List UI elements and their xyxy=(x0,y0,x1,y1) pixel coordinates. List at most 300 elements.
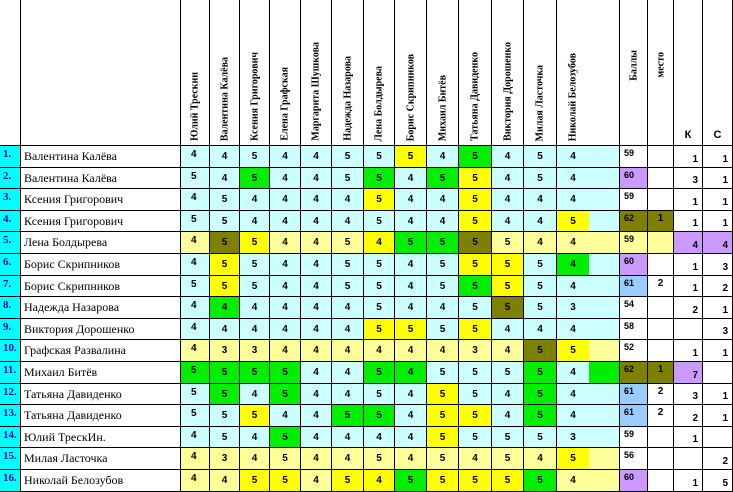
grade-cell[interactable] xyxy=(492,211,524,232)
cell-text: 4 xyxy=(407,453,414,464)
grade-cell[interactable] xyxy=(557,340,590,362)
row-gap xyxy=(589,405,620,427)
grade-cell[interactable] xyxy=(301,276,332,297)
grade-cell[interactable] xyxy=(301,232,332,254)
grade-cell[interactable] xyxy=(181,211,210,232)
k-cell xyxy=(674,168,703,189)
grade-cell[interactable] xyxy=(210,362,240,384)
grade-cell[interactable] xyxy=(492,146,524,168)
grade-cell[interactable] xyxy=(210,189,240,211)
grade-cell[interactable] xyxy=(459,232,492,254)
cell-text: 5 xyxy=(537,345,543,356)
grade-cell[interactable] xyxy=(181,362,210,384)
grade-cell[interactable] xyxy=(240,384,270,405)
grade-cell[interactable] xyxy=(427,470,459,492)
cell-text: 4 xyxy=(313,194,319,205)
grade-cell[interactable] xyxy=(364,168,395,189)
grade-cell[interactable] xyxy=(301,362,332,384)
student-name[interactable] xyxy=(21,189,181,211)
grade-cell[interactable] xyxy=(395,232,427,254)
grade-cell[interactable] xyxy=(364,276,395,297)
grade-cell[interactable] xyxy=(524,319,557,340)
grade-cell[interactable] xyxy=(364,211,395,232)
grade-cell[interactable] xyxy=(181,146,210,168)
header-col-label: Лена Болдырева xyxy=(373,65,385,141)
cell-text: 4 xyxy=(313,259,319,270)
grade-cell[interactable] xyxy=(301,470,332,492)
cell-text: 5 xyxy=(407,475,414,486)
header-col-1 xyxy=(181,0,210,146)
grade-cell[interactable] xyxy=(459,384,492,405)
s-cell xyxy=(703,146,733,168)
grade-cell[interactable] xyxy=(301,297,332,319)
cell-text: 62 xyxy=(624,213,635,223)
grade-cell[interactable] xyxy=(240,470,270,492)
grade-cell[interactable] xyxy=(395,340,427,362)
cell-text: 5 xyxy=(439,280,446,292)
cell-text: 5 xyxy=(472,323,478,335)
grade-cell[interactable] xyxy=(557,146,590,168)
grade-cell[interactable] xyxy=(492,297,524,319)
grade-cell[interactable] xyxy=(210,297,240,319)
grade-cell[interactable] xyxy=(364,362,395,384)
grade-cell[interactable] xyxy=(240,319,270,340)
cell-text: 4 xyxy=(537,237,543,248)
cell-text: 5 xyxy=(376,172,382,184)
grade-cell[interactable] xyxy=(557,405,590,427)
grade-cell[interactable] xyxy=(395,319,427,340)
grade-cell[interactable] xyxy=(557,168,590,189)
grade-cell[interactable] xyxy=(524,232,557,254)
cell-text: 5 xyxy=(251,367,258,378)
grade-cell[interactable] xyxy=(427,384,459,405)
grade-cell[interactable] xyxy=(395,362,427,384)
cell-text: 4 xyxy=(407,410,414,421)
grade-cell[interactable] xyxy=(332,470,364,492)
grade-cell[interactable] xyxy=(395,168,427,189)
cell-text: 1 xyxy=(692,348,698,359)
grade-cell[interactable] xyxy=(427,427,459,448)
cell-text: 4 xyxy=(504,172,511,184)
grade-cell[interactable] xyxy=(427,362,459,384)
cell-text: 5 xyxy=(376,280,382,292)
grade-cell[interactable] xyxy=(240,168,270,189)
grade-cell[interactable] xyxy=(210,211,240,232)
grade-cell[interactable] xyxy=(240,232,270,254)
grade-cell[interactable] xyxy=(524,470,557,492)
cell-text: 4 xyxy=(313,172,319,184)
grade-cell[interactable] xyxy=(181,470,210,492)
grade-cell[interactable] xyxy=(427,276,459,297)
cell-text: 4 xyxy=(504,194,511,205)
cell-text: 2 xyxy=(722,456,728,467)
cell-text: 5 xyxy=(472,431,478,443)
grade-cell[interactable] xyxy=(210,254,240,276)
grade-cell[interactable] xyxy=(210,232,240,254)
k-cell xyxy=(674,405,703,427)
grade-cell[interactable] xyxy=(332,340,364,362)
grade-cell[interactable] xyxy=(395,384,427,405)
cell-text: 5 xyxy=(537,302,543,313)
grade-cell[interactable] xyxy=(524,405,557,427)
grade-cell[interactable] xyxy=(270,276,301,297)
cell-text: 4 xyxy=(282,151,288,162)
grade-cell[interactable] xyxy=(270,340,301,362)
grade-cell[interactable] xyxy=(270,427,301,448)
k-cell xyxy=(674,254,703,276)
grade-cell[interactable] xyxy=(459,470,492,492)
grade-cell[interactable] xyxy=(364,405,395,427)
grade-cell[interactable] xyxy=(210,384,240,405)
cell-text: 1 xyxy=(657,213,664,224)
grade-cell[interactable] xyxy=(364,146,395,168)
grade-cell[interactable] xyxy=(492,448,524,470)
grade-cell[interactable] xyxy=(557,448,590,470)
grade-cell[interactable] xyxy=(240,405,270,427)
row-gap xyxy=(589,276,620,297)
grade-cell[interactable] xyxy=(459,254,492,276)
grade-cell[interactable] xyxy=(427,232,459,254)
cell-text: Ксения Григорович xyxy=(24,192,124,206)
grade-cell[interactable] xyxy=(181,232,210,254)
grade-cell[interactable] xyxy=(557,189,590,211)
grade-cell[interactable] xyxy=(524,146,557,168)
grade-cell[interactable] xyxy=(301,405,332,427)
grade-cell[interactable] xyxy=(332,232,364,254)
grade-cell[interactable] xyxy=(557,297,590,319)
cell-text: 59 xyxy=(624,429,635,439)
student-name[interactable] xyxy=(21,254,181,276)
grade-cell[interactable] xyxy=(332,254,364,276)
grade-cell[interactable] xyxy=(240,448,270,470)
grade-cell[interactable] xyxy=(270,254,301,276)
cell-text: 4 xyxy=(191,257,197,268)
grade-cell[interactable] xyxy=(364,189,395,211)
grade-cell[interactable] xyxy=(524,189,557,211)
grade-cell[interactable] xyxy=(210,427,240,448)
cell-text: 5 xyxy=(376,453,382,464)
grade-cell[interactable] xyxy=(332,211,364,232)
grade-cell[interactable] xyxy=(301,146,332,168)
grade-cell[interactable] xyxy=(427,319,459,340)
grade-cell[interactable] xyxy=(364,254,395,276)
grade-cell[interactable] xyxy=(492,470,524,492)
cell-text: Валентина Калёва xyxy=(24,170,118,185)
grade-cell[interactable] xyxy=(210,470,240,492)
grade-cell[interactable] xyxy=(492,362,524,384)
grade-cell[interactable] xyxy=(557,254,590,276)
row-gap xyxy=(589,168,620,189)
grade-cell[interactable] xyxy=(240,297,270,319)
grade-cell[interactable] xyxy=(181,405,210,427)
cell-text: 4 xyxy=(313,475,319,486)
grade-cell[interactable] xyxy=(181,448,210,470)
grade-cell[interactable] xyxy=(270,384,301,405)
grade-cell[interactable] xyxy=(492,189,524,211)
cell-text: 5 xyxy=(537,367,543,378)
grade-cell[interactable] xyxy=(557,427,590,448)
grade-cell[interactable] xyxy=(395,297,427,319)
grade-cell[interactable] xyxy=(301,340,332,362)
score-cell xyxy=(620,405,648,427)
student-name[interactable] xyxy=(21,470,181,492)
grade-cell[interactable] xyxy=(301,319,332,340)
grade-cell[interactable] xyxy=(524,276,557,297)
grade-cell[interactable] xyxy=(210,168,240,189)
grade-cell[interactable] xyxy=(301,448,332,470)
grade-cell[interactable] xyxy=(395,276,427,297)
grade-cell[interactable] xyxy=(364,448,395,470)
grade-cell[interactable] xyxy=(459,276,492,297)
cell-text: 12. xyxy=(3,386,17,398)
grade-cell[interactable] xyxy=(395,448,427,470)
row-gap xyxy=(589,254,620,276)
grade-cell[interactable] xyxy=(395,254,427,276)
grade-cell[interactable] xyxy=(332,168,364,189)
grade-cell[interactable] xyxy=(557,211,590,232)
grade-cell[interactable] xyxy=(492,384,524,405)
cell-text: 3 xyxy=(692,391,698,402)
row-number xyxy=(0,254,21,276)
grade-cell[interactable] xyxy=(181,340,210,362)
student-name[interactable] xyxy=(21,405,181,427)
grade-cell[interactable] xyxy=(270,362,301,384)
grade-cell[interactable] xyxy=(395,146,427,168)
grade-cell[interactable] xyxy=(210,276,240,297)
student-name[interactable] xyxy=(21,427,181,448)
grade-cell[interactable] xyxy=(492,427,524,448)
grade-cell[interactable] xyxy=(524,168,557,189)
cell-text: 4 xyxy=(282,215,288,227)
grade-cell[interactable] xyxy=(459,211,492,232)
grade-cell[interactable] xyxy=(524,211,557,232)
grade-cell[interactable] xyxy=(524,384,557,405)
grade-cell[interactable] xyxy=(210,146,240,168)
grade-cell[interactable] xyxy=(270,470,301,492)
grade-cell[interactable] xyxy=(181,254,210,276)
grade-cell[interactable] xyxy=(459,405,492,427)
cell-text: 4 xyxy=(313,323,319,335)
grade-cell[interactable] xyxy=(459,189,492,211)
grade-cell[interactable] xyxy=(301,211,332,232)
grade-cell[interactable] xyxy=(492,319,524,340)
grade-cell[interactable] xyxy=(332,297,364,319)
student-name[interactable] xyxy=(21,448,181,470)
cell-text: 59 xyxy=(624,148,635,158)
cell-text: 5 xyxy=(504,259,511,270)
cell-text: 5 xyxy=(439,431,446,443)
cell-text: 54 xyxy=(624,299,635,309)
cell-text: 5 xyxy=(282,475,288,486)
grade-cell[interactable] xyxy=(492,405,524,427)
grade-cell[interactable] xyxy=(240,189,270,211)
grade-cell[interactable] xyxy=(427,448,459,470)
row-number xyxy=(0,405,21,427)
grade-cell[interactable] xyxy=(332,448,364,470)
row-number xyxy=(0,189,21,211)
row-number xyxy=(0,232,21,254)
grade-cell[interactable] xyxy=(524,448,557,470)
grade-cell[interactable] xyxy=(427,168,459,189)
grade-cell[interactable] xyxy=(459,168,492,189)
grade-cell[interactable] xyxy=(364,470,395,492)
grade-cell[interactable] xyxy=(301,189,332,211)
grade-cell[interactable] xyxy=(395,211,427,232)
cell-text: 4 xyxy=(407,280,414,292)
grade-cell[interactable] xyxy=(492,168,524,189)
grade-cell[interactable] xyxy=(427,340,459,362)
grade-cell[interactable] xyxy=(332,362,364,384)
student-name[interactable] xyxy=(21,384,181,405)
grade-cell[interactable] xyxy=(427,254,459,276)
grade-cell[interactable] xyxy=(364,297,395,319)
cell-text: 5 xyxy=(439,259,446,270)
k-cell xyxy=(674,319,703,340)
grade-cell[interactable] xyxy=(270,146,301,168)
grade-cell[interactable] xyxy=(427,297,459,319)
grade-cell[interactable] xyxy=(557,232,590,254)
grade-cell[interactable] xyxy=(492,340,524,362)
header-col-7 xyxy=(364,0,395,146)
student-name[interactable] xyxy=(21,146,181,168)
student-name[interactable] xyxy=(21,211,181,232)
grade-cell[interactable] xyxy=(557,384,590,405)
grade-cell[interactable] xyxy=(270,319,301,340)
grade-cell[interactable] xyxy=(181,189,210,211)
grade-cell[interactable] xyxy=(459,427,492,448)
grade-cell[interactable] xyxy=(240,340,270,362)
grade-cell[interactable] xyxy=(181,427,210,448)
grade-cell[interactable] xyxy=(240,362,270,384)
grade-cell[interactable] xyxy=(524,297,557,319)
cell-text: 4 xyxy=(282,172,288,184)
grade-cell[interactable] xyxy=(492,254,524,276)
place-header-label: место xyxy=(655,52,666,78)
grade-cell[interactable] xyxy=(395,427,427,448)
grade-cell[interactable] xyxy=(301,254,332,276)
grade-cell[interactable] xyxy=(395,470,427,492)
cell-text: 11. xyxy=(3,364,17,376)
grade-cell[interactable] xyxy=(557,470,590,492)
header-col-label: Елена Графская xyxy=(279,67,291,141)
grade-cell[interactable] xyxy=(332,427,364,448)
row-number xyxy=(0,319,21,340)
grade-cell[interactable] xyxy=(332,384,364,405)
grade-cell[interactable] xyxy=(427,211,459,232)
student-name[interactable] xyxy=(21,340,181,362)
grade-cell[interactable] xyxy=(181,276,210,297)
cell-text: 4 xyxy=(282,302,288,313)
grade-cell[interactable] xyxy=(240,146,270,168)
grade-cell[interactable] xyxy=(270,232,301,254)
grade-cell[interactable] xyxy=(524,254,557,276)
grade-cell[interactable] xyxy=(332,276,364,297)
grade-cell[interactable] xyxy=(270,168,301,189)
grade-cell[interactable] xyxy=(524,362,557,384)
grade-cell[interactable] xyxy=(301,168,332,189)
cell-text: 4 xyxy=(344,194,351,205)
s-cell xyxy=(703,340,733,362)
grade-cell[interactable] xyxy=(492,232,524,254)
grade-cell[interactable] xyxy=(270,189,301,211)
cell-text: Милая Ласточка xyxy=(24,451,108,465)
grade-cell[interactable] xyxy=(210,448,240,470)
cell-text: 4 xyxy=(282,237,288,248)
grade-cell[interactable] xyxy=(332,405,364,427)
grade-cell[interactable] xyxy=(492,276,524,297)
score-cell xyxy=(620,384,648,405)
cell-text: Михаил Битёв xyxy=(24,365,98,379)
grade-cell[interactable] xyxy=(210,405,240,427)
grade-cell[interactable] xyxy=(332,146,364,168)
grade-cell[interactable] xyxy=(459,146,492,168)
grade-cell[interactable] xyxy=(210,319,240,340)
grade-cell[interactable] xyxy=(364,340,395,362)
grade-cell[interactable] xyxy=(181,168,210,189)
grade-cell[interactable] xyxy=(240,211,270,232)
grade-cell[interactable] xyxy=(210,340,240,362)
grade-cell[interactable] xyxy=(395,189,427,211)
grade-cell[interactable] xyxy=(459,340,492,362)
grade-cell[interactable] xyxy=(332,319,364,340)
grade-cell[interactable] xyxy=(524,340,557,362)
student-name[interactable] xyxy=(21,168,181,189)
grade-cell[interactable] xyxy=(364,232,395,254)
score-cell xyxy=(620,427,648,448)
grade-cell[interactable] xyxy=(364,319,395,340)
cell-text: 1 xyxy=(692,434,698,445)
grade-cell[interactable] xyxy=(270,448,301,470)
grade-cell[interactable] xyxy=(427,405,459,427)
student-name[interactable] xyxy=(21,297,181,319)
grade-cell[interactable] xyxy=(301,427,332,448)
grade-cell[interactable] xyxy=(270,297,301,319)
grade-cell[interactable] xyxy=(427,189,459,211)
grade-cell[interactable] xyxy=(181,319,210,340)
grade-cell[interactable] xyxy=(240,427,270,448)
grade-cell[interactable] xyxy=(395,405,427,427)
student-name[interactable] xyxy=(21,362,181,384)
cell-text: 4 xyxy=(313,431,319,443)
row-gap xyxy=(589,384,620,405)
student-name[interactable] xyxy=(21,232,181,254)
grade-cell[interactable] xyxy=(240,254,270,276)
k-cell xyxy=(674,211,703,232)
cell-text: 52 xyxy=(624,342,635,352)
grade-cell[interactable] xyxy=(459,362,492,384)
grade-cell[interactable] xyxy=(270,405,301,427)
grade-cell[interactable] xyxy=(332,189,364,211)
grade-cell[interactable] xyxy=(557,276,590,297)
student-name[interactable] xyxy=(21,276,181,297)
grade-cell[interactable] xyxy=(240,276,270,297)
grade-cell[interactable] xyxy=(427,146,459,168)
student-name[interactable] xyxy=(21,319,181,340)
grade-cell[interactable] xyxy=(270,211,301,232)
grade-cell[interactable] xyxy=(364,427,395,448)
grade-cell[interactable] xyxy=(557,319,590,340)
grade-cell[interactable] xyxy=(459,319,492,340)
grade-cell[interactable] xyxy=(181,384,210,405)
grade-cell[interactable] xyxy=(364,384,395,405)
grade-cell[interactable] xyxy=(459,448,492,470)
grade-cell[interactable] xyxy=(459,297,492,319)
grade-cell[interactable] xyxy=(181,297,210,319)
grade-cell[interactable] xyxy=(557,362,590,384)
cell-text: 4 xyxy=(439,151,446,162)
grade-cell[interactable] xyxy=(301,384,332,405)
grade-cell[interactable] xyxy=(524,427,557,448)
